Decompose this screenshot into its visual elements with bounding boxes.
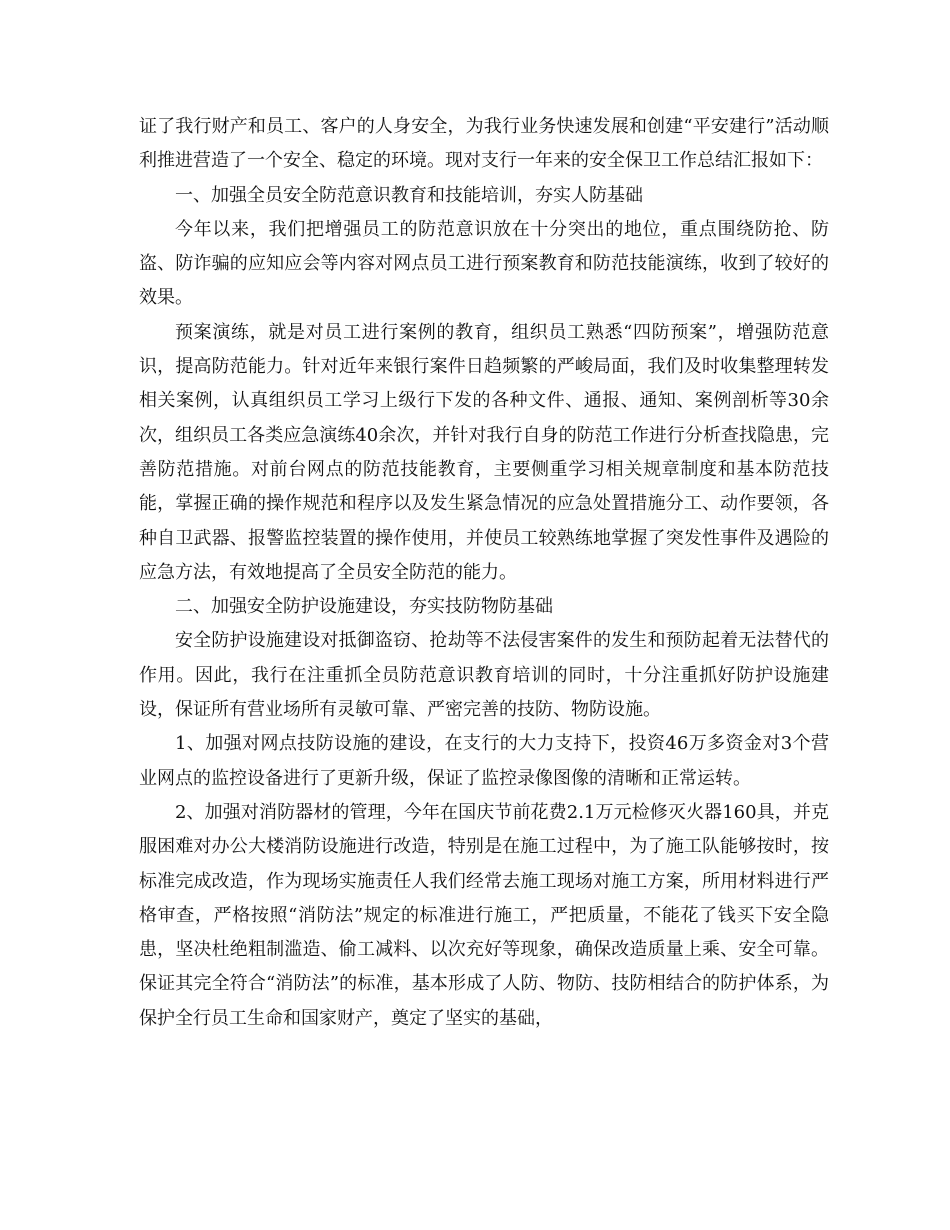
paragraph: 今年以来，我们把增强员工的防范意识放在十分突出的地位，重点围绕防抢、防盗、防诈骗的应知应会等内容对网点员工进行预案教育和防范技能演练，收到了较好的效果。 [139, 218, 829, 309]
list-item-1: 1、加强对网点技防设施的建设，在支行的大力支持下，投资46万多资金对3个营业网点的监控设备进行了更新升级，保证了监控录像图像的清晰和正常运转。 [139, 733, 829, 789]
section-heading-2: 二、加强安全防护设施建设，夯实技防物防基础 [175, 596, 553, 618]
list-item-2: 2、加强对消防器材的管理，今年在国庆节前花费2.1万元检修灭火器160具，并克服困难对办公大楼消防设施进行改造，特别是在施工过程中，为了施工队能够按时，按标准完成改造，作为现场实施责任人我们经常去施工现场对施工方案，所用材料进行严格审查，严格按照“消防法”规定的标准进行施工，严把质量，不能花了钱买下安全隐患，坚决杜绝粗制滥造、偷工减料、以次充好等现象，确保改造质量上乘、安全可靠。保证其完全符合“消防法”的标准，基本形成了人防、物防、技防相结合的防护体系，为保护全行员工生命和国家财产，奠定了坚实的基础， [139, 801, 829, 1029]
section-heading-1: 一、加强全员安全防范意识教育和技能培训，夯实人防基础 [175, 184, 643, 206]
document-body [139, 110, 829, 1036]
paragraph-continuation: 证了我行财产和员工、客户的人身安全，为我行业务快速发展和创建“平安建行”活动顺利推进营造了一个安全、稳定的环境。现对支行一年来的安全保卫工作总结汇报如下： [139, 116, 829, 172]
paragraph: 安全防护设施建设对抵御盗窃、抢劫等不法侵害案件的发生和预防起着无法替代的作用。因此，我行在注重抓全员防范意识教育培训的同时，十分注重抓好防护设施建设，保证所有营业场所有灵敏可靠、严密完善的技防、物防设施。 [139, 630, 829, 721]
paragraph: 预案演练，就是对员工进行案例的教育，组织员工熟悉“四防预案”，增强防范意识，提高防范能力。针对近年来银行案件日趋频繁的严峻局面，我们及时收集整理转发相关案例，认真组织员工学习上级行下发的各种文件、通报、通知、案例剖析等30余次，组织员工各类应急演练40余次，并针对我行自身的防范工作进行分析查找隐患，完善防范措施。对前台网点的防范技能教育，主要侧重学习相关规章制度和基本防范技能，掌握正确的操作规范和程序以及发生紧急情况的应急处置措施分工、动作要领，各种自卫武器、报警监控装置的操作使用，并使员工较熟练地掌握了突发性事件及遇险的应急方法，有效地提高了全员安全防范的能力。 [139, 321, 829, 583]
